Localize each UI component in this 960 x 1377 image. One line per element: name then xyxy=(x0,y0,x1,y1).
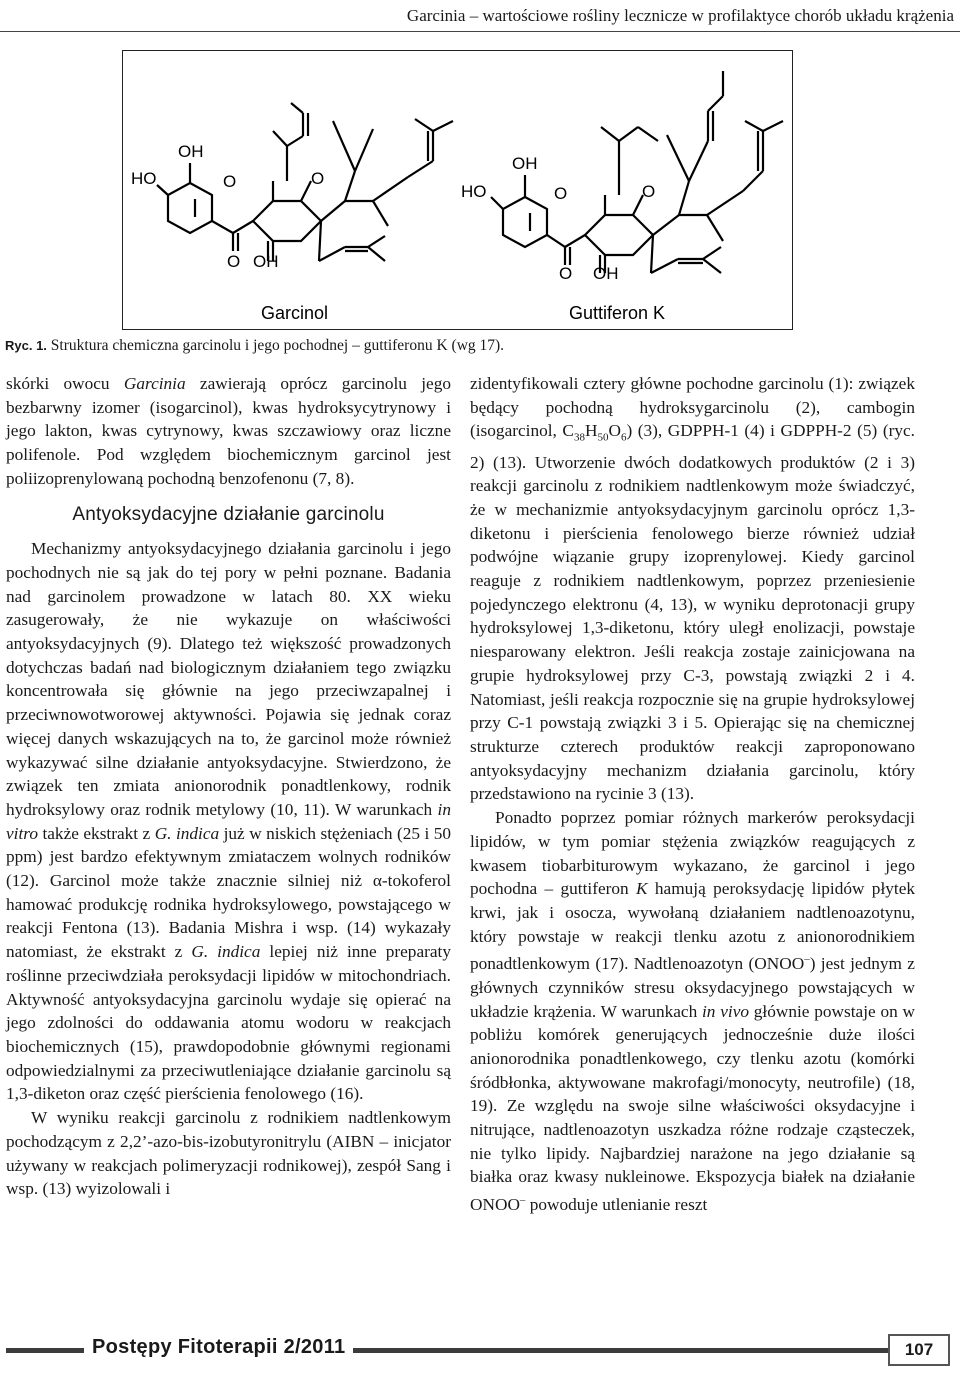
bond xyxy=(319,221,321,261)
guttiferon-atom-oh: OH xyxy=(512,154,538,173)
bond xyxy=(743,171,763,191)
bond xyxy=(212,221,233,233)
garcinol-atom-o: O xyxy=(223,172,237,191)
bond xyxy=(708,96,723,111)
bond xyxy=(565,235,585,247)
guttiferon-core-ring xyxy=(585,215,653,255)
bond xyxy=(763,121,783,131)
garcinol-phenyl-ring xyxy=(168,183,212,233)
header-rule xyxy=(0,31,960,32)
bond xyxy=(345,171,355,201)
guttiferon-atom-o: O xyxy=(554,184,568,203)
bond xyxy=(491,197,503,209)
garcinol-atom-o: O xyxy=(227,252,241,271)
garcinol-structure xyxy=(157,103,453,261)
bond xyxy=(601,127,619,141)
page-footer xyxy=(6,1332,950,1366)
garcinol-atom-ho: HO xyxy=(131,169,157,188)
bond xyxy=(355,129,373,171)
bond xyxy=(547,235,565,247)
bond xyxy=(651,235,653,273)
bond xyxy=(707,215,723,241)
bond xyxy=(368,236,385,247)
caption-label: Ryc. 1. xyxy=(5,338,47,353)
caption-text: Struktura chemiczna garcinolu i jego pochodnej – guttiferonu K (wg 17). xyxy=(46,337,505,354)
guttiferon-atom-o: O xyxy=(642,182,656,201)
garcinol-core-ring xyxy=(253,201,321,241)
bond xyxy=(157,185,168,195)
bond xyxy=(273,131,287,146)
paragraph: W wyniku reakcji garcinolu z rodnikiem nadtlenkowym pochodzącym z 2,2’-azo-bis-izobutyronitrylu (AIBN – inicjator używany w reakcjach polimeryzacji rodnikowej), zespół Sang i wsp. (13) wyizolowali i xyxy=(6,1108,451,1199)
bond xyxy=(703,259,721,273)
bond xyxy=(638,127,658,141)
bond xyxy=(415,119,433,131)
garcinol-atom-oh: OH xyxy=(178,142,204,161)
bond xyxy=(373,177,408,201)
figure-caption xyxy=(5,337,504,355)
bond xyxy=(233,221,253,233)
bond xyxy=(433,121,453,131)
right-column xyxy=(470,372,915,1217)
bond xyxy=(707,191,743,215)
paragraph: Mechanizmy antyoksydacyjnego działania garcinolu i jego pochodnych nie są jak do tej pory w pełni poznane. Badania nad garcinolem prowadzone w latach 80. XX wieku zasugerowały, że nie wykazuje on właściwości antyoksydacyjnych (9). Dlatego też większość prowadzonych dotychczas badań nad biologicznym działaniem tego związku koncentrowała się głównie na jego przeciwzapalnej i przeciwnowotworowej aktywności. Pojawia się jednak coraz więcej danych wskazujących na to, że garcinol może również wykazywać silne działanie antyoksydacyjne. Stwierdzono, że związek ten zmiata anionorodnik ponadtlenkowy, rodnik hydroksylowy oraz rodnik metylowy (10, 11). W warunkach in vitro także ekstrakt z G. indica już w niskich stężeniach (25 i 50 ppm) jest bardzo efektywnym zmiataczem wolnych rodników (12). Garcinol może także znacznie silniej niż α-tokoferol hamować produkcję rodnika hydroksylowego, powstającego w reakcji Fentona (13). Badania Mishra i wsp. (14) wykazały natomiast, że ekstrakt z G. indica lepiej niż inne preparaty roślinne przeciwdziała peroksydacji lipidów w mitochondriach. Aktywność antyoksydacyjna garcinolu wydaje się opierać na jego zdolności do oddawania atomu wodoru w reakcjach biochemicznych (15), prawdopodobnie głównymi regionami odpowiedzialnymi za przeciwutleniające działanie garcinolu są 1,3-diketon oraz część pierścienia fenolowego (16). xyxy=(6,539,451,1104)
bond xyxy=(373,201,388,226)
bond xyxy=(321,201,345,221)
bond xyxy=(679,181,689,215)
bond xyxy=(408,161,433,177)
bond xyxy=(291,103,303,113)
bond xyxy=(703,247,721,259)
paragraph: zidentyfikowali cztery główne pochodne garcinolu (1): związek będący pochodną hydroksygarcinolu (2), cambogin (isogarcinol, $C_{38}H_{50}O_6$) (3), GDPPH-1 (4) i GDPPH-2 (5) (ryc. 2) (13). Utworzenie dwóch dodatkowych produktów (2 i 3) reakcji garcinolu z rodnikiem nadtlenkowym może świadczyć, że w mechanizmie antyoksydacyjnym garcinolu oprócz 1,3-diketonu i pierścienia fenolowego bierze również udział podwójne wiązanie grupy izoprenylowej. Kiedy garcinol reaguje z rodnikiem nadtlenkowym, poprzez przeniesienie pojedynczego elektronu (4, 13), w wyniku deprotonacji grupy hydroksylowej 1,3-diketonu, który uległ enolizacji, powstaje niesparowany elektron. Jeśli reakcja zostaje zainicjowana na grupie hydroksylowej przy C-3, powstają związki 2 i 4. Natomiast, jeśli reakcja rozpocznie się na grupie hydroksylowej przy C-1 powstają związki 3 i 5. Opierając się na chemicznej strukturze czterech produktów reakcji zaproponowano antyoksydacyjny mechanizm działania garcinolu, który przedstawiono na rycinie 3 (13). xyxy=(470,374,915,804)
figure-structures xyxy=(122,50,793,330)
garcinol-atom-o: O xyxy=(311,169,325,188)
journal-title: Postępy Fitoterapii 2/2011 xyxy=(84,1336,353,1359)
paragraph: Ponadto poprzez pomiar różnych markerów peroksydacji lipidów, w tym pomiar stężenia związków reagujących z kwasem tiobarbiturowym wykazano, że garcinol i jego pochodna – guttiferon K hamują peroksydację lipidów płytek krwi, jak i osocza, wywołaną działaniem nadtlenoazotynu, który powstaje w reakcji tlenku azotu z anionorodnikiem ponadtlenkowym (17). Nadtlenoazotyn (ONOO–) jest jednym z głównych czynników stresu oksydacyjnego powstających w układzie krążenia. W warunkach in vivo głównie powstaje on w pobliżu komórek generujących jednocześnie duże ilości anionorodnika ponadtlenkowego, czy tlenku azotu (komórki śródbłonka, aktywowane makrofagi/monocyty, neutrofile) (18, 19). Ze względu na swoje silne właściwości oksydacyjne i nitrujące, nadtlenoazotyn uszkadza różne rodzaje cząsteczek, nie tylko lipidy. Najbardziej narażone na jego działanie są białka oraz kwasy nukleinowe. Ekspozycja białek na działanie ONOO– powoduje utlenianie reszt xyxy=(470,808,916,1214)
bond xyxy=(745,121,763,131)
guttiferon-name: Guttiferon K xyxy=(569,303,666,323)
guttiferon-phenyl-ring xyxy=(503,197,547,247)
bond xyxy=(651,259,678,273)
running-head: Garcinia – wartościowe rośliny lecznicze w profilaktyce chorób układu krążenia xyxy=(406,6,954,25)
bond xyxy=(368,247,385,261)
chemical-structures-svg xyxy=(123,51,792,329)
guttiferon-atom-o: O xyxy=(559,264,573,283)
bond xyxy=(319,247,345,261)
bond xyxy=(667,135,689,181)
footer-bar-left xyxy=(6,1348,66,1353)
garcinol-atom-oh: OH xyxy=(253,252,279,271)
section-heading: Antyoksydacyjne działanie garcinolu xyxy=(72,503,385,525)
guttiferon-atom-ho: HO xyxy=(461,182,487,201)
page-number: 107 xyxy=(888,1334,950,1366)
paragraph: skórki owocu Garcinia zawierają oprócz garcinolu jego bezbarwny izomer (isogarcinol), kwas hydroksycytrynowy i jego lakton, kwas cytrynowy, kwas szczawiowy oraz liczne polifenole. Pod względem biochemicznym garcinol jest poliizoprenylowaną pochodną benzofenonu (7, 8). xyxy=(6,374,451,488)
left-column xyxy=(6,372,451,1201)
bond xyxy=(619,127,638,141)
bond xyxy=(689,141,708,181)
bond xyxy=(301,181,311,201)
bond xyxy=(653,215,679,235)
bond xyxy=(287,136,303,146)
garcinol-name: Garcinol xyxy=(261,303,329,323)
bond xyxy=(333,121,355,171)
guttiferon-atom-oh: OH xyxy=(593,264,619,283)
